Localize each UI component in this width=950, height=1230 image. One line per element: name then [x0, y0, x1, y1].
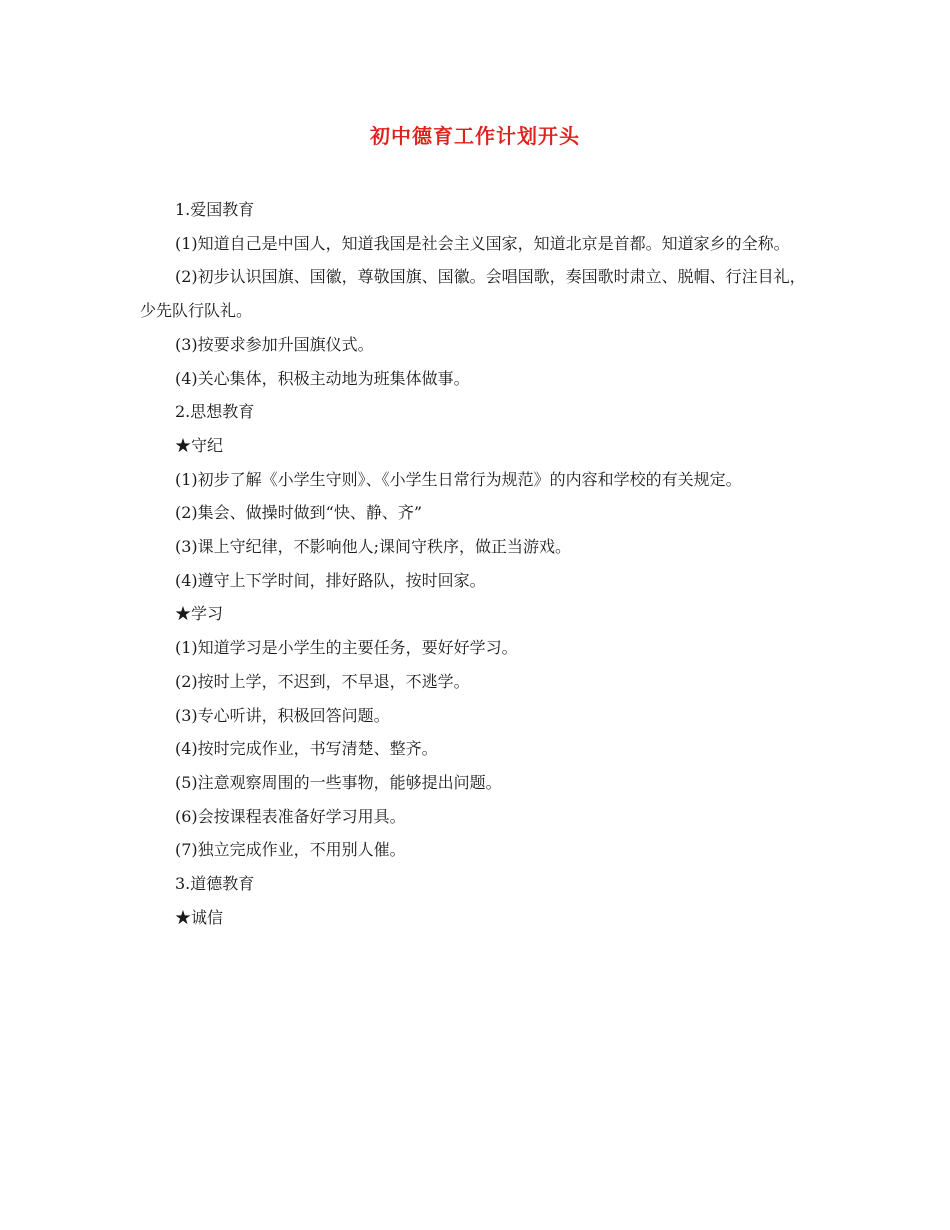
subheading-integrity: ★诚信: [175, 907, 224, 927]
paragraph: (2)按时上学，不迟到，不早退，不逃学。: [175, 671, 470, 691]
paragraph: (3)专心听讲，积极回答问题。: [175, 705, 390, 725]
paragraph: (1)知道学习是小学生的主要任务，要好好学习。: [175, 638, 518, 658]
section-heading-ideological: 2.思想教育: [175, 402, 255, 422]
paragraph: (4)关心集体，积极主动地为班集体做事。: [175, 368, 470, 388]
paragraph: (1)知道自己是中国人，知道我国是社会主义国家，知道北京是首都。知道家乡的全称。: [175, 233, 790, 253]
subheading-discipline: ★守纪: [175, 435, 224, 455]
paragraph: (4)遵守上下学时间，排好路队，按时回家。: [175, 570, 486, 590]
document-title: 初中德育工作计划开头: [370, 124, 580, 148]
paragraph: (3)课上守纪律，不影响他人;课间守秩序，做正当游戏。: [175, 537, 572, 557]
section-heading-patriotic: 1.爱国教育: [175, 200, 255, 219]
paragraph: (1)初步了解《小学生守则》、《小学生日常行为规范》的内容和学校的有关规定。: [175, 469, 742, 489]
document-body: [140, 193, 820, 934]
subheading-study: ★学习: [175, 604, 224, 624]
paragraph: (5)注意观察周围的一些事物，能够提出问题。: [175, 772, 502, 792]
paragraph: (2)集会、做操时做到“快、静、齐”: [175, 503, 423, 523]
paragraph: (6)会按课程表准备好学习用具。: [175, 806, 406, 826]
paragraph: (7)独立完成作业，不用别人催。: [175, 840, 406, 860]
section-heading-moral: 3.道德教育: [175, 874, 255, 894]
paragraph: (3)按要求参加升国旗仪式。: [175, 334, 374, 354]
paragraph: (2)初步认识国旗、国徽，尊敬国旗、国徽。会唱国歌，奏国歌时肃立、脱帽、行注目礼，少先队行队礼。: [140, 267, 806, 321]
paragraph: (4)按时完成作业，书写清楚、整齐。: [175, 739, 438, 759]
